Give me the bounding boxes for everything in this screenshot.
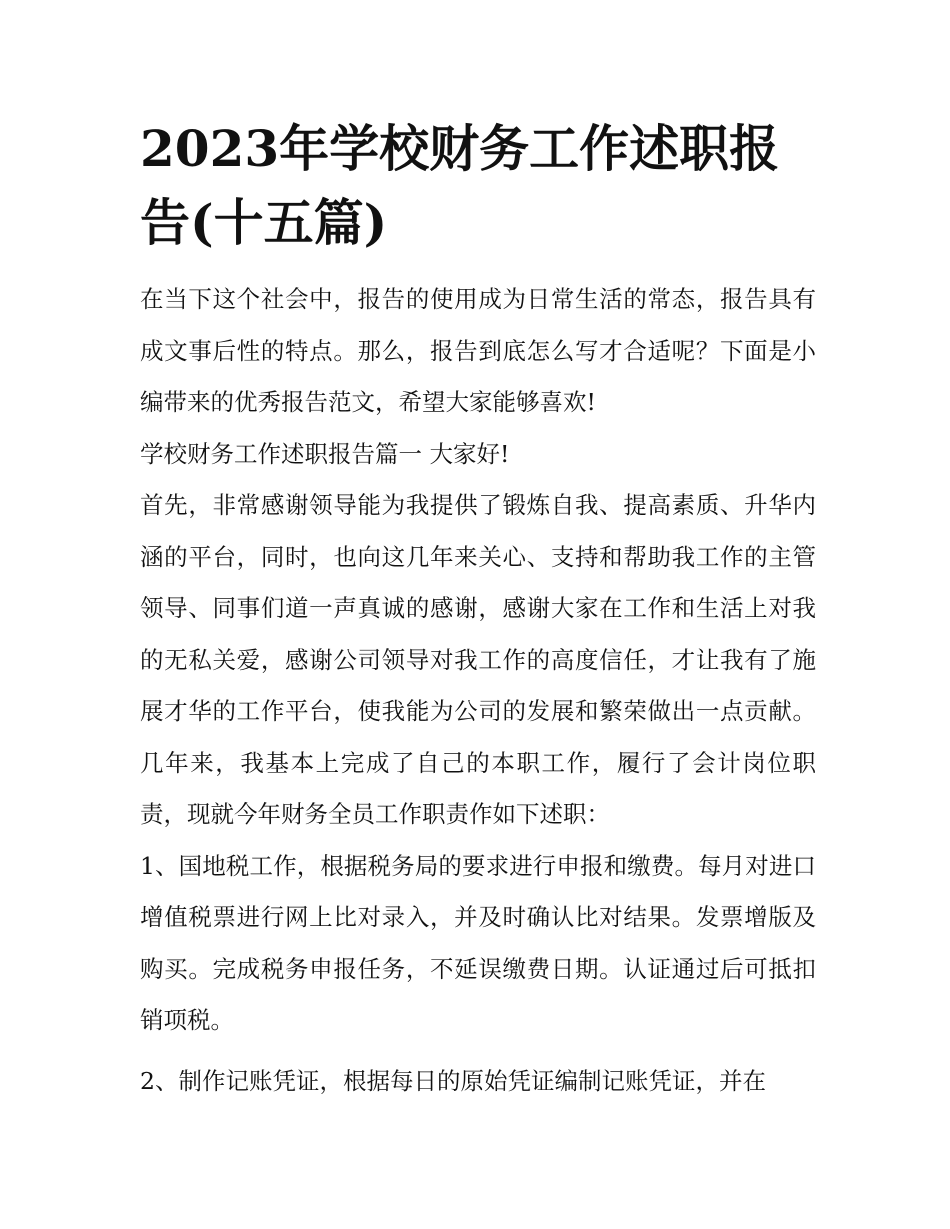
thanks-paragraph: 首先，非常感谢领导能为我提供了锻炼自我、提高素质、升华内涵的平台，同时，也向这几年来关心、支持和帮助我工作的主管领导、同事们道一声真诚的感谢，感谢大家在工作和生活上对我的无私关爱，感谢公司领导对我工作的高度信任，才让我有了施展才华的工作平台，使我能为公司的发展和繁荣做出一点贡献。几年来，我基本上完成了自己的本职工作，履行了会计岗位职责，现就今年财务全员工作职责作如下述职： [140, 491, 816, 828]
intro-paragraph: 在当下这个社会中，报告的使用成为日常生活的常态，报告具有成文事后性的特点。那么，报告到底怎么写才合适呢？下面是小编带来的优秀报告范文，希望大家能够喜欢! [140, 285, 816, 416]
list-item-vouchers: 2、制作记账凭证，根据每日的原始凭证编制记账凭证，并在 [140, 1066, 766, 1095]
list-item-tax-work: 1、国地税工作，根据税务局的要求进行申报和缴费。每月对进口增值税票进行网上比对录入，并及时确认比对结果。发票增版及购买。完成税务申报任务，不延误缴费日期。认证通过后可抵扣销项税。 [140, 851, 816, 1034]
document-title: 2023年学校财务工作述职报告(十五篇) [140, 119, 780, 252]
section-heading-paragraph: 学校财务工作述职报告篇一 大家好! [140, 439, 510, 468]
document-body [140, 112, 816, 1107]
